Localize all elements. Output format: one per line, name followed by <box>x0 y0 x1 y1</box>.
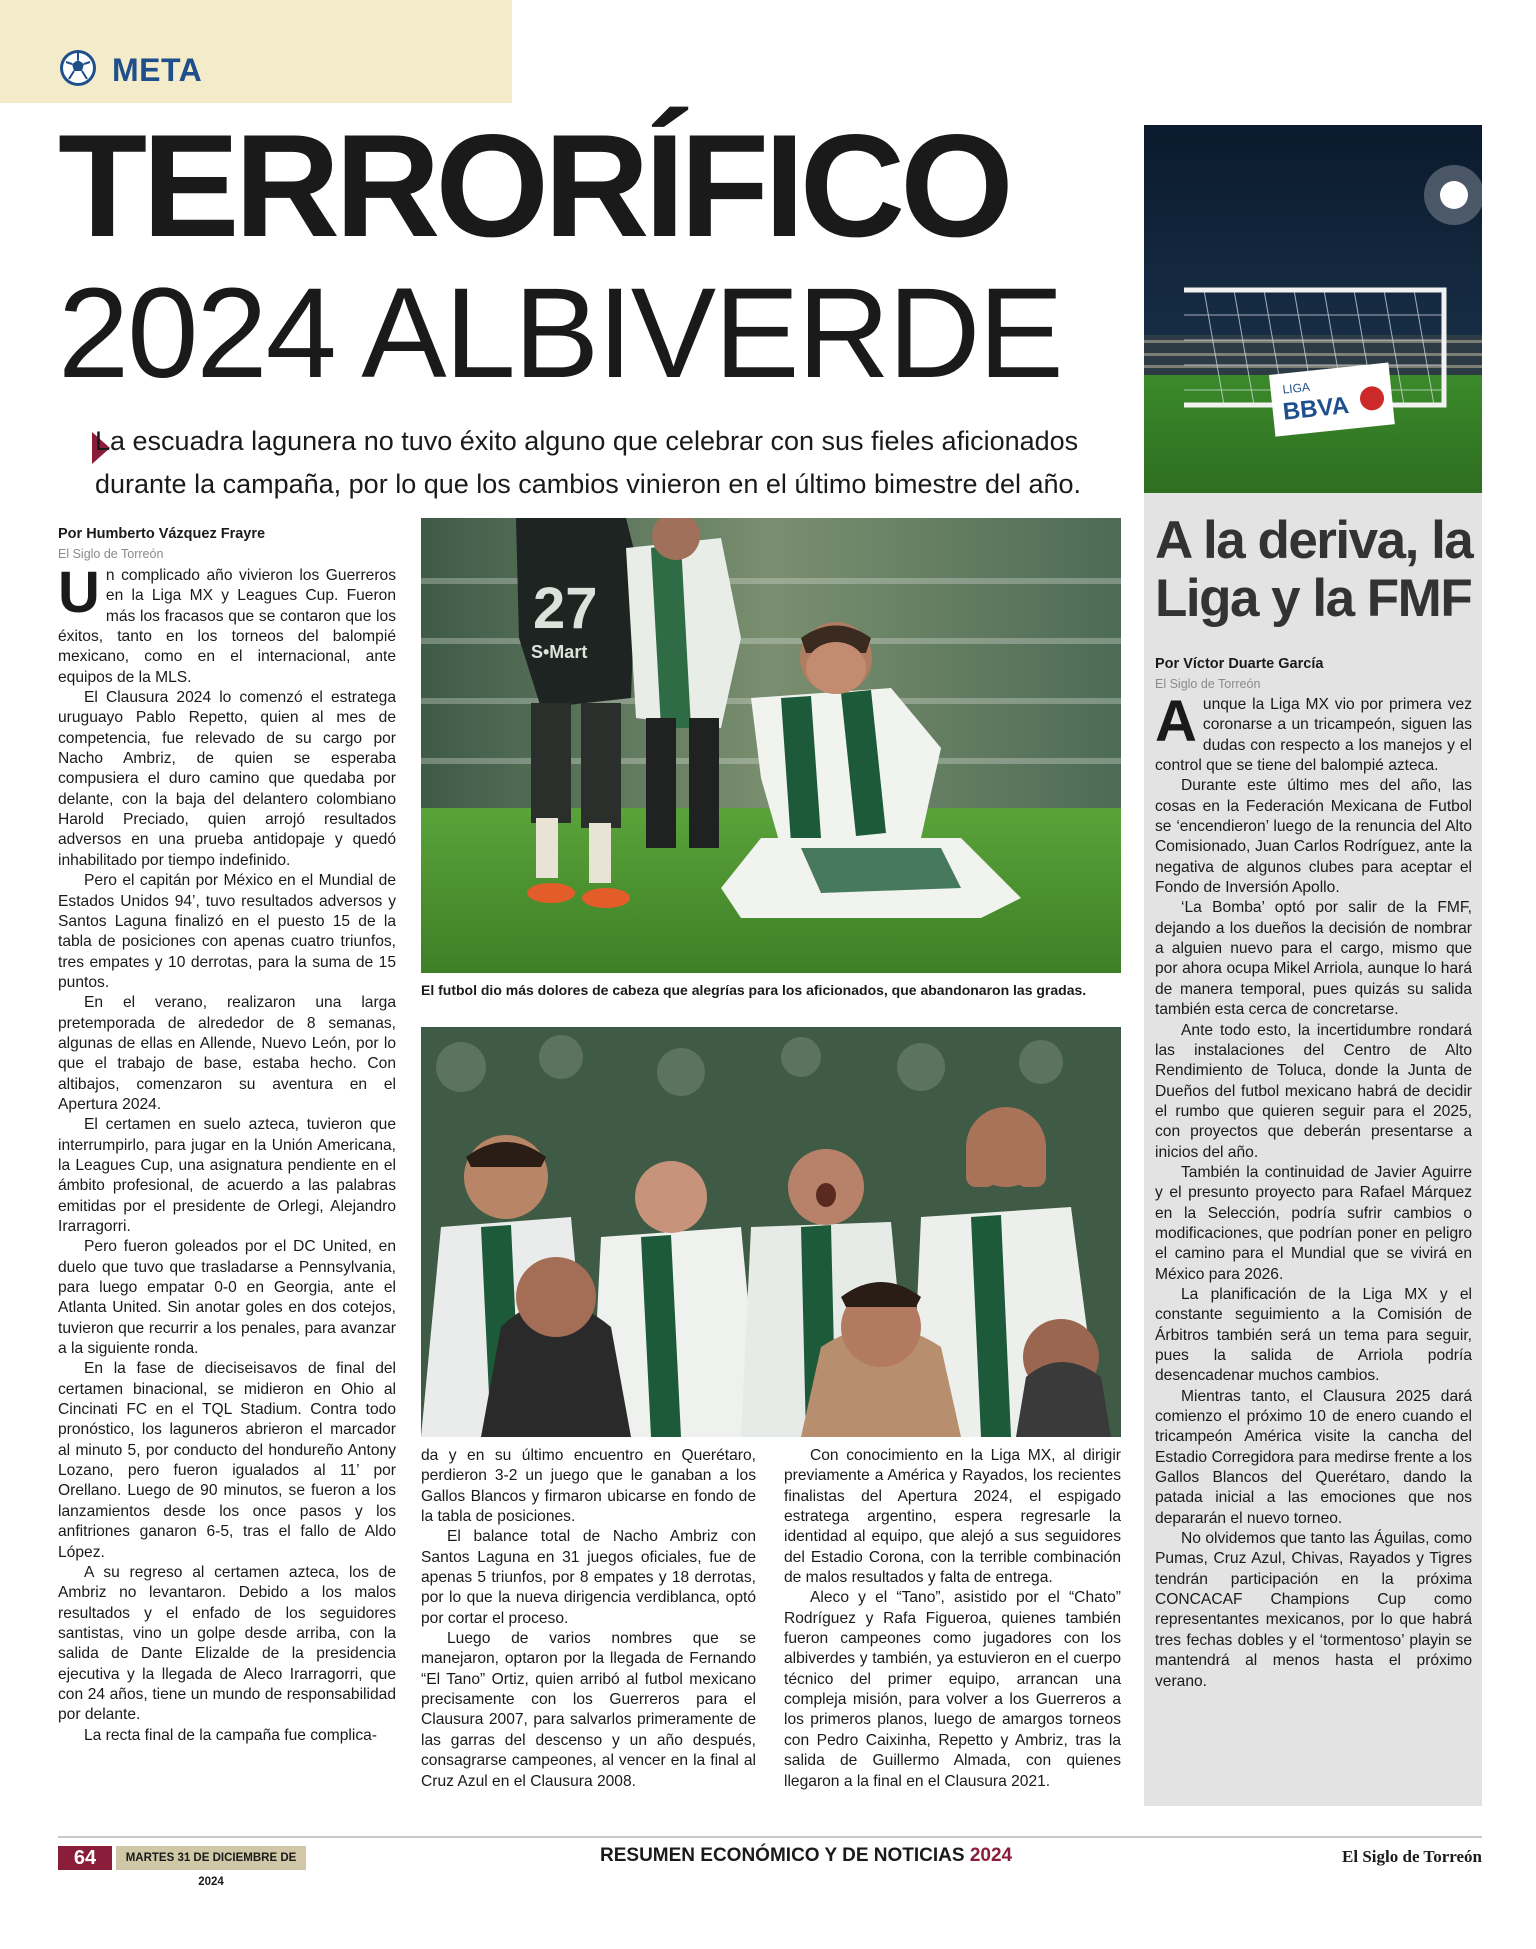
main-column-3 <box>784 1446 1121 1796</box>
headline-line2: 2024 ALBIVERDE <box>58 262 1062 405</box>
deck: La escuadra lagunera no tuvo éxito alguno que celebrar con sus fieles aficionados durante la campaña, por lo que los cambios vinieron en el último bimestre del año. <box>95 426 1082 499</box>
footer-rule <box>58 1836 1482 1838</box>
main-col1-p5: Pero fueron goleados por el DC United, en duelo que tuvo que trasladarse a Pennsylvania, para luego empatar 0-0 en Georgia, ante el Atlanta United. Sin anotar goles en dos cotejos, tuvieron que recurrir a los penales, para avanzar a la siguiente ronda. <box>58 1238 396 1358</box>
footer-brand-logo: El Siglo de Torreón <box>1342 1847 1482 1866</box>
sidebar-p4: También la continuidad de Javier Aguirre y el presunto proyecto para Rafael Márquez en la Selección, podría sufrir cambios o modificaciones, que podrían poner en peligro el camino para el Mundial que se vivirá en México para 2026. <box>1155 1163 1472 1283</box>
main-col1-p7: A su regreso al certamen azteca, los de Ambriz no levantaron. Debido a los malos resultados y el enfado de los seguidores santistas, vino un golpe desde arriba, con la salida de Dante Elizalde de la presidencia ejecutiva y la llegada de Aleco Irarragorri, que con 24 años, tiene un mundo de responsabilidad por delante. <box>58 1563 396 1724</box>
sidebar-p6: Mientras tanto, el Clausura 2025 dará comienzo el próximo 10 de enero cuando el tricampeón América visite la cancha del Estadio Corregidora para medirse frente a los Gallos Blancos del Querétaro, dando la patada inicial a las emociones que nos depararán el nuevo torneo. <box>1155 1387 1472 1527</box>
jersey-number: 27 <box>533 576 598 641</box>
main-col1-p2: Pero el capitán por México en el Mundial de Estados Unidos 94’, tuvo resultados adversos y Santos Laguna finalizó en el puesto 15 de la tabla de posiciones con apenas cuatro triunfos, tres empates y 10 derrotas, para la suma de 15 puntos. <box>58 872 396 991</box>
photo-stadium-goal <box>1144 125 1482 493</box>
main-col2-p1: El balance total de Nacho Ambriz con Santos Laguna en 31 juegos oficiales, fue de apenas 5 triunfos, por 8 empates y 18 derrotas, por lo que la nueva dirigencia verdiblanca, optó por cortar el proceso. <box>421 1528 756 1627</box>
footer-section-title <box>600 1845 1013 1867</box>
main-column-1 <box>58 560 396 1791</box>
page-number: 64 <box>58 1846 112 1870</box>
sidebar-p2: ‘La Bomba’ optó por salir de la FMF, dejando a los dueños la decisión de nombrar a alguien nuevo para el cargo, mismo que por ahora ocupa Mikel Arriola, aunque lo hará de manera temporal, pues quizás su salida también esta cerca de concretarse. <box>1155 899 1472 1019</box>
main-col3-p1: Aleco y el “Tano”, asistido por el “Chato” Rodríguez y Rafa Figueroa, quienes también fueron campeones como jugadores con los albiverdes y también, ya estuvieron en el cuerpo técnico del primer equipo, arrancan una compleja misión, para volver a los Guerreros a los primeros planos, luego de amargos torneos con Pedro Caixinha, Repetto y Ambriz, tras la salida de Guillermo Almada, con quienes llegaron a la final en el Clausura 2021. <box>784 1589 1121 1790</box>
footer-center-year: 2024 <box>969 1845 1013 1866</box>
section-label: META <box>112 52 203 88</box>
main-dropcap: U <box>58 560 100 625</box>
sidebar-dropcap: A <box>1155 689 1197 754</box>
photo1-caption: El futbol dio más dolores de cabeza que alegrías para los aficionados, que abandonaron las gradas. <box>421 982 1087 998</box>
main-col1-p1: El Clausura 2024 lo comenzó el estratega uruguayo Pablo Repetto, quien al mes de competencia, fue relevado de su cargo por Nacho Ambriz, de quien se esperaba compusiera el duro camino que quedaba por delante, con la baja del delantero colombiano Harold Preciado, quien arrojó resultados adversos en una prueba antidopaje y quedó inhabilitado por tiempo indefinido. <box>58 689 396 869</box>
photo-kneeling-player <box>421 518 1121 973</box>
main-col1-p0: n complicado año vivieron los Guerreros en la Liga MX y Leagues Cup. Fueron más los fracasos que se contaron que los éxitos, tanto en los torneos del balompié mexicano, como en el internacional, ante equipos de la MLS. <box>58 567 396 686</box>
photo-fans <box>421 1027 1121 1437</box>
sidebar-p1: Durante este último mes del año, las cosas en la Federación Mexicana de Futbol se ‘encendieron’ luego de la renuncia del Alto Comisionado, Juan Carlos Rodríguez, ante la negativa de algunos clubes para aceptar el Fondo de Inversión Apollo. <box>1155 777 1472 897</box>
main-outlet: El Siglo de Torreón <box>58 547 164 561</box>
main-col1-p8: La recta final de la campaña fue complica- <box>84 1726 377 1744</box>
main-col2-p2: Luego de varios nombres que se manejaron, optaron por la llegada de Fernando “El Tano” Ortiz, quien arribó al futbol mexicano precisamente con los Guerreros para el Clausura 2007, para salvarlos primeramente de las garras del descenso y un año después, consagrarse campeones, al vencer en la final al Cruz Azul en el Clausura 2008. <box>421 1630 756 1790</box>
sidebar-title: A la deriva, la Liga y la FMF <box>1155 511 1473 628</box>
headline-line1: TERRORÍFICO <box>58 104 1009 267</box>
jersey-sponsor: S•Mart <box>531 642 588 662</box>
main-col3-p0: Con conocimiento en la Liga MX, al dirigir previamente a América y Rayados, los recientes finalistas del Apertura 2024, el espigado estratega argentino, espera regresarle la identidad al equipo, que alejó a sus seguidores del Estadio Corona, con la terrible combinación de malos resultados y falta de entrega. <box>784 1447 1121 1587</box>
main-col1-p3: En el verano, realizaron una larga pretemporada de alrededor de 8 semanas, algunas de ellas en Allende, Nuevo León, por lo que el trabajo de base, estaba hecho. Con altibajos, comenzaron su aventura en el Apertura 2024. <box>58 994 396 1113</box>
sidebar-p5: La planificación de la Liga MX y el constante seguimiento a la Comisión de Árbitros también será un tema para seguir, pues la salida de Arriola podría desencadenar muchos cambios. <box>1155 1285 1472 1385</box>
main-col1-p4: El certamen en suelo azteca, tuvieron que interrumpirlo, para jugar en la Unión Americana, la Leagues Cup, una asignatura pendiente en el ámbito profesional, de acuerdo a las palabras emitidas por el presidente de Orlegi, Alejandro Irarragorri. <box>58 1116 396 1235</box>
sidebar-outlet: El Siglo de Torreón <box>1155 677 1261 691</box>
soccer-ball-icon <box>58 48 98 88</box>
footer-center-text: RESUMEN ECONÓMICO Y DE NOTICIAS <box>600 1845 965 1866</box>
main-author: Por Humberto Vázquez Frayre <box>58 526 266 542</box>
sidebar-p3: Ante todo esto, la incertidumbre rondará las instalaciones del Centro de Alto Rendimiento de Toluca, donde la Junta de Dueños del futbol mexicano habrá de decidir el rumbo que quieren seguir para el 2025, con proyectos que deberán presentarse a inicios del año. <box>1155 1021 1472 1161</box>
sidebar-p0: unque la Liga MX vio por primera vez coronarse a un tricampeón, siguen las dudas con respecto a los manejos y el control que se tiene del balompié azteca. <box>1155 696 1472 775</box>
sign-liga: LIGA <box>1281 379 1311 397</box>
sidebar-author: Por Víctor Duarte García <box>1155 656 1324 672</box>
sign-bbva: BBVA <box>1281 391 1351 426</box>
page-date: MARTES 31 DE DICIEMBRE DE 2024 <box>116 1846 306 1870</box>
sidebar-column <box>1155 689 1472 1800</box>
main-col1-p6: En la fase de dieciseisavos de final del certamen binacional, se midieron en Ohio al Cincinati FC en el TQL Stadium. Contra todo pronóstico, los laguneros abrieron el marcador al minuto 5, por conducto del hondureño Antony Lozano, pero fueron igualados al 11’ por Orellano. Luego de 90 minutos, se fueron a los lanzamientos desde los once pasos y los anfitriones ganaron 6-5, tras el fallo de Aldo López. <box>58 1360 396 1561</box>
headline <box>58 104 1118 405</box>
main-column-2 <box>421 1446 756 1796</box>
main-col2-p0: da y en su último encuentro en Querétaro, perdieron 3-2 un juego que le ganaban a los Gallos Blancos y firmaron ubicarse en fondo de la tabla de posiciones. <box>421 1447 756 1526</box>
sidebar-p7: No olvidemos que tanto las Águilas, como Pumas, Cruz Azul, Chivas, Rayados y Tigres tendrán participación en la próxima CONCACAF Champions Cup como representantes mexicanos, por lo que habrá tres fechas dobles y el ‘tormentoso’ playin se mantendrá al menos hasta el próximo verano. <box>1155 1530 1472 1690</box>
